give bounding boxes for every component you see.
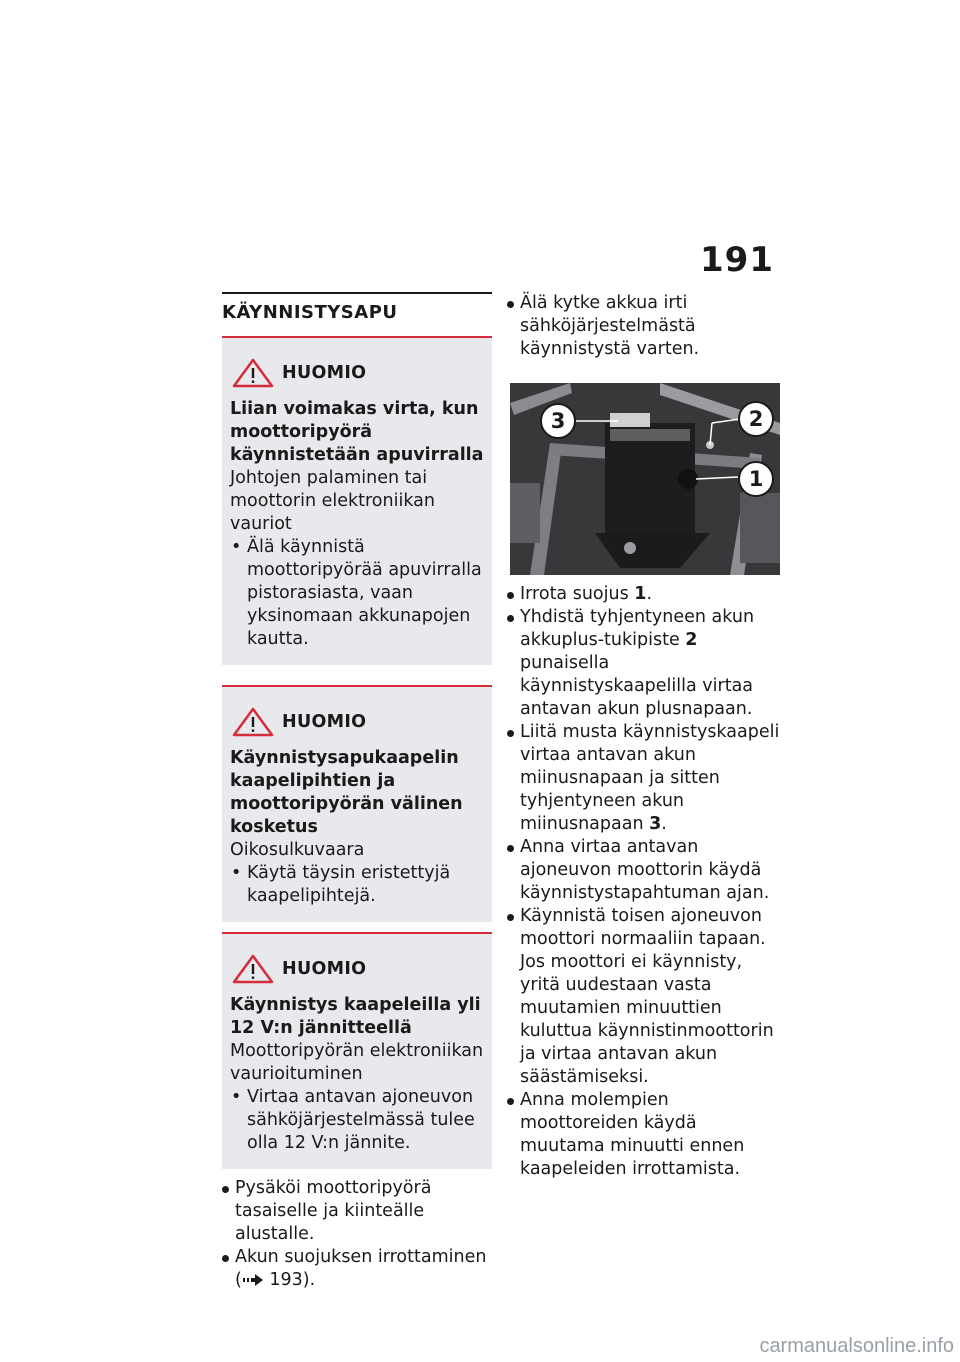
- warning-label: HUOMIO: [282, 958, 367, 979]
- warning-triangle-icon: [232, 707, 274, 737]
- warning-action: • Käytä täysin eristettyjä kaapelipihtejä.: [230, 862, 484, 908]
- left-column: [222, 292, 492, 1292]
- step-item: Pysäköi moottoripyörä tasaiselle ja kiinteälle alustalle.: [222, 1177, 492, 1246]
- callout-2: 2: [738, 401, 774, 437]
- step-item: Käynnistä toisen ajoneuvon moottori normaaliin tapaan. Jos moottori ei käynnisty, yritä uudestaan vasta muutamien minuuttien kuluttua käynnistinmoottorin ja virtaa antavan akun säästämiseksi.: [507, 905, 783, 1089]
- warning-headline: Liian voimakas virta, kun moottoripyörä käynnistetään apuvirralla: [230, 399, 484, 465]
- callout-ref: 2: [685, 630, 698, 650]
- warning-box-3: [222, 932, 492, 1169]
- step-item: Anna virtaa antavan ajoneuvon moottorin käydä käynnistystapahtuman ajan.: [507, 836, 783, 905]
- warning-consequence: Oikosulkuvaara: [230, 840, 365, 860]
- right-column: [507, 292, 783, 1181]
- step-item: Anna molempien moottoreiden käydä muutama minuutti ennen kaapeleiden irrottamista.: [507, 1089, 783, 1181]
- callout-3: 3: [540, 403, 576, 439]
- watermark: carmanualsonline.info: [759, 1335, 954, 1357]
- step-item: [222, 1246, 492, 1292]
- warning-box-2: [222, 685, 492, 922]
- warning-headline: Käynnistysapukaapelin kaapelipihtien ja moottoripyörän välinen kosketus: [230, 748, 463, 837]
- left-step-list: [222, 1177, 492, 1292]
- warning-consequence: Johtojen palaminen tai moottorin elektroniikan vauriot: [230, 468, 435, 534]
- section-title: KÄYNNISTYSAPU: [222, 292, 492, 336]
- step-text: Akun suojuksen irrottaminen: [235, 1247, 487, 1267]
- step-item: Irrota suojus 1.: [507, 583, 783, 606]
- step-item: Yhdistä tyhjentyneen akun akkuplus-tukipiste 2 punaisella käynnistyskaapelilla virtaa antavan akun plusnapaan.: [507, 606, 783, 721]
- step-item: Liitä musta käynnistyskaapeli virtaa antavan akun miinusnapaan ja sitten tyhjentyneen akun miinusnapaan 3.: [507, 721, 783, 836]
- callout-ref: 1: [634, 584, 647, 604]
- warning-headline: Käynnistys kaapeleilla yli 12 V:n jännitteellä: [230, 995, 481, 1038]
- warning-action: • Älä käynnistä moottoripyörää apuvirralla pistorasiasta, vaan yksinomaan akkunapojen kautta.: [230, 536, 484, 651]
- warning-triangle-icon: [232, 358, 274, 388]
- step-item: Älä kytke akkua irti sähköjärjestelmästä käynnistystä varten.: [507, 292, 783, 361]
- warning-consequence: Moottoripyörän elektroniikan vaurioituminen: [230, 1041, 484, 1084]
- warning-label: HUOMIO: [282, 711, 367, 732]
- warning-box-1: [222, 336, 492, 665]
- right-step-list: [507, 583, 783, 1181]
- warning-label: HUOMIO: [282, 362, 367, 383]
- warning-triangle-icon: [232, 954, 274, 984]
- reference-page[interactable]: 193).: [263, 1270, 316, 1290]
- warning-action: • Virtaa antavan ajoneuvon sähköjärjestelmässä tulee olla 12 V:n jännite.: [230, 1086, 484, 1155]
- right-step-list-top: [507, 292, 783, 361]
- reference-open: (: [235, 1270, 242, 1290]
- callout-ref: 3: [649, 814, 662, 834]
- battery-figure: [510, 383, 780, 575]
- callout-1: 1: [738, 461, 774, 497]
- page-number: 191: [700, 240, 774, 280]
- page-reference-arrow-icon: [242, 1274, 264, 1286]
